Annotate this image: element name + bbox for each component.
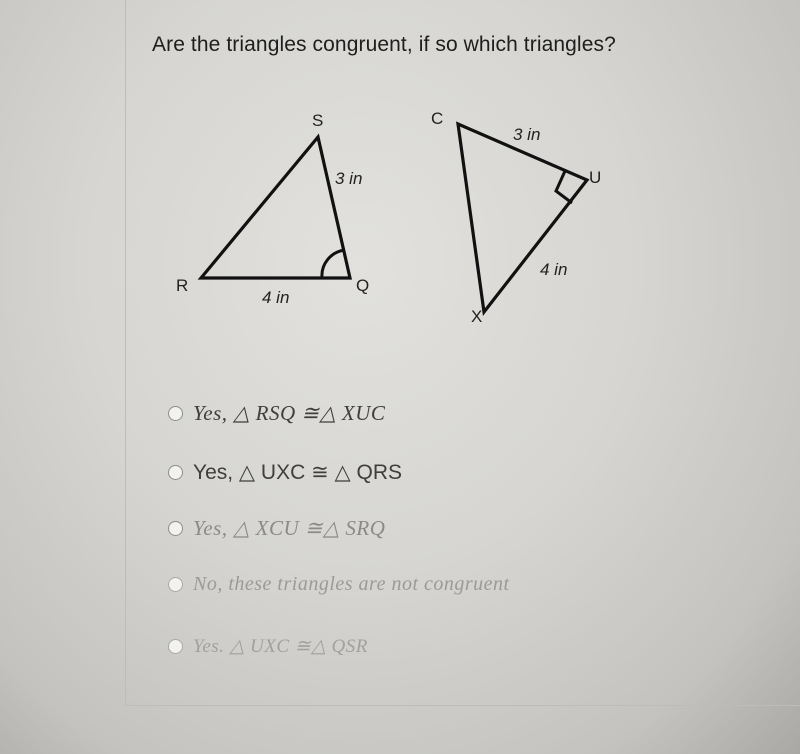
radio-option-3[interactable] [168, 521, 183, 536]
option-1-label: Yes, △ RSQ ≅△ XUC [193, 400, 386, 425]
angle-mark-u [556, 171, 572, 203]
radio-option-5[interactable] [168, 639, 183, 654]
vertex-label-s: S [312, 111, 324, 130]
option-4[interactable] [168, 569, 510, 599]
option-2[interactable] [168, 457, 402, 487]
triangle-cux [458, 124, 587, 312]
side-label-sq: 3 in [335, 169, 363, 188]
vertex-label-c: C [431, 109, 444, 128]
vertex-label-q: Q [356, 276, 370, 295]
option-3[interactable] [168, 513, 385, 543]
radio-option-1[interactable] [168, 406, 183, 421]
triangle-rsq [201, 137, 350, 278]
question-text: Are the triangles congruent, if so which triangles? [152, 33, 616, 56]
option-5[interactable] [168, 631, 368, 661]
vertex-label-x: X [471, 307, 483, 326]
side-label-cu: 3 in [513, 125, 541, 144]
option-2-label: Yes, △ UXC ≅ △ QRS [193, 460, 403, 484]
side-label-ux: 4 in [540, 260, 568, 279]
side-label-rq: 4 in [262, 288, 290, 307]
radio-option-4[interactable] [168, 577, 183, 592]
vertex-label-r: R [176, 276, 189, 295]
option-5-label: Yes. △ UXC ≅△ QSR [193, 635, 368, 657]
angle-mark-q [322, 250, 345, 278]
option-1[interactable] [168, 398, 385, 428]
option-3-label: Yes, △ XCU ≅△ SRQ [193, 515, 386, 540]
radio-option-2[interactable] [168, 465, 183, 480]
option-4-label: No, these triangles are not congruent [193, 572, 510, 595]
vertex-label-u: U [589, 168, 602, 187]
